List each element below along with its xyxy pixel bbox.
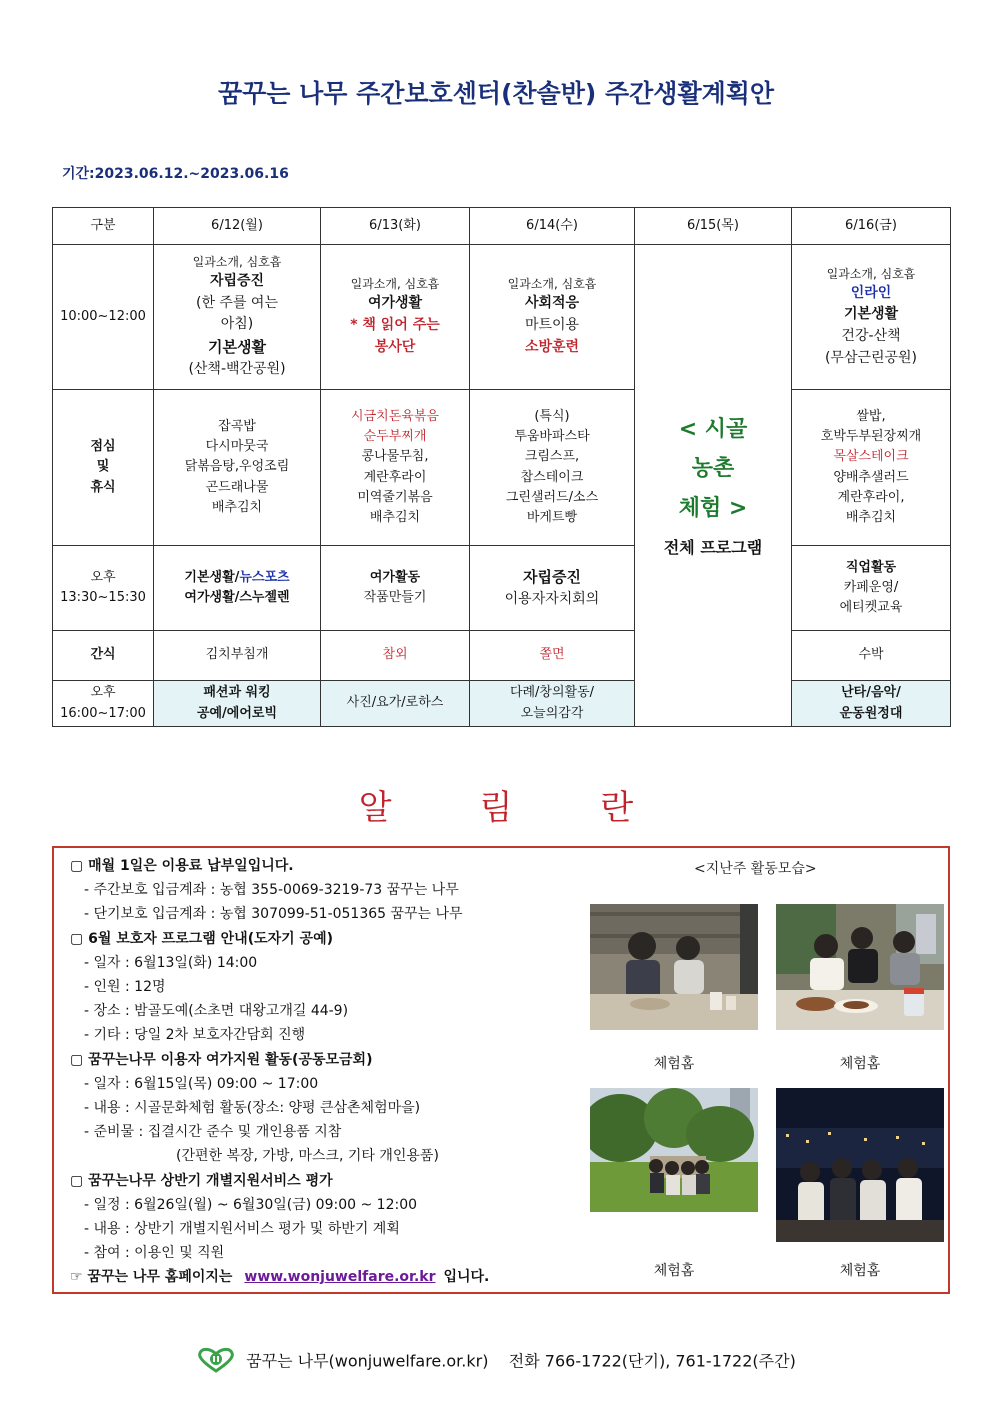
cell-tue-afternoon — [321, 546, 470, 631]
cell-line: 소방훈련 — [524, 338, 580, 355]
photo-caption: 체험홈 — [839, 1056, 881, 1072]
cell-line: 양배추샐러드 — [833, 469, 909, 485]
cell-tue-evening: 사진/요가/로하스 — [321, 681, 470, 727]
cell-wed-snack: 쫄면 — [470, 631, 635, 681]
weekly-schedule-table — [52, 207, 951, 727]
table-row-lunch — [53, 390, 951, 546]
page-title: 꿈꾸는 나무 주간보호센터(찬솔반) 주간생활계획안 — [217, 79, 775, 108]
notice-detail-item: - 주간보호 입금계좌 : 농협 355-0069-3219-73 꿈꾸는 나무 — [84, 882, 459, 899]
cell-line: 난타/음악/ — [841, 685, 901, 701]
cell-line: 일과소개, 심호흡 — [350, 277, 440, 292]
cell-line: 오후 — [90, 685, 116, 701]
cell-line: 이용자자치회의 — [504, 590, 600, 607]
activity-photo — [590, 1088, 758, 1212]
cell-tue-snack: 참외 — [321, 631, 470, 681]
photo-caption: 체험홈 — [653, 1056, 695, 1072]
cell-line: 일과소개, 심호흡 — [507, 277, 597, 292]
cell-mon-evening — [154, 681, 321, 727]
cell-line: 마트이용 — [524, 317, 580, 334]
cell-fri-lunch — [792, 390, 951, 546]
notice-detail-item: (간편한 복장, 가방, 마스크, 기타 개인용품) — [176, 1148, 439, 1165]
cell-line: 에티켓교육 — [839, 600, 903, 616]
cell-tue-morning — [321, 245, 470, 390]
cell-line: 바게트빵 — [526, 509, 578, 525]
header-cell: 6/15(목) — [635, 208, 792, 245]
homepage-suffix: 입니다. — [443, 1269, 490, 1286]
notice-heading-char: 알 — [358, 788, 392, 828]
header-cell: 6/14(수) — [470, 208, 635, 245]
homepage-link[interactable]: www.wonjuwelfare.or.kr — [244, 1269, 436, 1286]
cell-line: * 책 읽어 주는 — [350, 317, 440, 334]
notice-detail-item: - 일자 : 6월13일(화) 14:00 — [84, 954, 258, 971]
cell-text: 기본생활/ — [184, 569, 240, 585]
cell-line: 곤드래나물 — [205, 479, 269, 495]
footer-text: 꿈꾸는 나무(wonjuwelfare.or.kr) 전화 766-1722(단기), 761-1722(주간) — [246, 1351, 796, 1371]
row-label — [53, 681, 154, 727]
cell-line: 일과소개, 심호흡 — [826, 266, 916, 281]
cell-line: 호박두부된장찌개 — [820, 429, 922, 445]
heart-logo-icon — [196, 1347, 236, 1377]
cell-fri-snack: 수박 — [792, 631, 951, 681]
footer — [0, 1347, 992, 1377]
header-cell: 6/16(금) — [792, 208, 951, 245]
cell-wed-lunch — [470, 390, 635, 546]
header-cell: 6/13(화) — [321, 208, 470, 245]
cell-line: 쌀밥, — [856, 409, 886, 425]
cell-line: 미역줄기볶음 — [357, 489, 433, 505]
cell-line: 휴식 — [90, 479, 116, 495]
activity-photo — [776, 1088, 944, 1242]
header-cell: 6/12(월) — [154, 208, 321, 245]
cell-line: 자립증진 — [209, 273, 265, 289]
cell-line: 체험 > — [678, 495, 748, 521]
notice-heading-char: 림 — [479, 788, 513, 828]
homepage-line — [70, 1265, 590, 1289]
cell-line: 배추김치 — [211, 499, 263, 515]
cell-line: 그린샐러드/소스 — [505, 489, 599, 505]
notice-heading-item: ▢ 6월 보호자 프로그램 안내(도자기 공예) — [70, 930, 333, 947]
cell-line: 배추김치 — [845, 509, 897, 525]
park-photo-image — [590, 1088, 758, 1212]
photos-title: <지난주 활동모습> — [694, 861, 817, 877]
photo-caption: 체험홈 — [653, 1263, 695, 1279]
header-cell: 구분 — [53, 208, 154, 245]
cell-line — [157, 568, 317, 588]
cell-line: 순두부찌개 — [363, 429, 427, 445]
cell-line: 운동원정대 — [839, 705, 903, 721]
notice-box — [52, 846, 950, 1294]
cell-line: 아침) — [220, 316, 254, 333]
cell-line: 13:30~15:30 — [60, 590, 146, 605]
notice-detail-item: - 인원 : 12명 — [84, 979, 166, 996]
cell-line: 닭볶음탕,우엉조림 — [184, 459, 290, 475]
cell-mon-morning — [154, 245, 321, 390]
cell-line: 봉사단 — [374, 338, 416, 355]
cell-line: 패션과 워킹 — [203, 685, 271, 701]
cell-line: 다례/창의활동/ — [509, 685, 595, 701]
cell-fri-morning — [792, 245, 951, 390]
notice-detail-item: - 일정 : 6월26일(월) ~ 6월30일(금) 09:00 ~ 12:00 — [84, 1196, 418, 1213]
notice-detail-item: - 내용 : 상반기 개별지원서비스 평가 및 하반기 계획 — [84, 1221, 400, 1238]
row-label: 간식 — [53, 631, 154, 681]
cell-line: (특식) — [534, 409, 570, 425]
table-row-morning — [53, 245, 951, 390]
cell-mon-afternoon — [154, 546, 321, 631]
cell-line: 크림스프, — [524, 449, 580, 465]
pottery-photo-image — [590, 904, 758, 1030]
row-label: 10:00~12:00 — [53, 245, 154, 390]
notice-list — [70, 854, 590, 1290]
cell-tue-lunch — [321, 390, 470, 546]
notice-detail-item: - 참여 : 이용인 및 직원 — [84, 1245, 225, 1262]
cell-fri-evening — [792, 681, 951, 727]
cell-line: (산책-백간공원) — [188, 361, 286, 378]
cell-line: 목살스테이크 — [833, 449, 909, 465]
cooking-photo-image — [776, 904, 944, 1030]
period-label: 기간:2023.06.12.~2023.06.16 — [62, 166, 289, 182]
cell-line: 사회적응 — [524, 295, 580, 312]
notice-detail-item: - 장소 : 밤골도예(소초면 대왕고개길 44-9) — [84, 1003, 349, 1020]
cell-line: 인라인 — [850, 284, 892, 301]
homepage-prefix: ☞ 꿈꾸는 나무 홈페이지는 — [70, 1269, 233, 1286]
cell-line: 여가생활/스누젤렌 — [184, 590, 290, 605]
cell-text: 뉴스포츠 — [239, 569, 290, 585]
table-row-snack — [53, 631, 951, 681]
table-header-row — [53, 208, 951, 245]
cell-line: 오후 — [90, 569, 116, 585]
notice-heading-item: ▢ 꿈꾸는나무 이용자 여가지원 활동(공동모금회) — [70, 1051, 373, 1068]
cell-line: 잡곡밥 — [218, 419, 256, 435]
cell-line: 직업활동 — [845, 559, 897, 575]
cell-line: 점심 — [90, 439, 116, 455]
notice-heading-item: ▢ 꿈꾸는나무 상반기 개별지원서비스 평가 — [70, 1172, 333, 1189]
cell-mon-lunch — [154, 390, 321, 546]
cell-line: 콩나물무침, — [361, 449, 429, 465]
cell-line: < 시골 — [678, 416, 748, 442]
cell-mon-snack: 김치부침개 — [154, 631, 321, 681]
cell-line: 일과소개, 심호흡 — [192, 255, 282, 269]
cell-wed-evening — [470, 681, 635, 727]
cell-line: 카페운영/ — [843, 579, 899, 595]
cell-thu-all-day — [635, 245, 792, 727]
cell-line: 다시마뭇국 — [205, 439, 269, 455]
cell-line: 기본생활 — [208, 338, 266, 357]
table-row-evening — [53, 681, 951, 727]
cell-line: 공예/에어로빅 — [196, 705, 278, 721]
cell-line: 기본생활 — [843, 306, 899, 323]
notice-detail-item: - 준비물 : 집결시간 준수 및 개인용품 지참 — [84, 1124, 342, 1141]
cell-line: 전체 프로그램 — [663, 538, 763, 558]
activity-photo — [776, 904, 944, 1030]
cell-line: 16:00~17:00 — [60, 705, 146, 721]
cell-wed-morning — [470, 245, 635, 390]
cell-line: 작품만들기 — [363, 590, 427, 605]
notice-detail-item: - 일자 : 6월15일(목) 09:00 ~ 17:00 — [84, 1075, 319, 1092]
cell-line: 찹스테이크 — [520, 469, 584, 485]
cell-line: (무삼근린공원) — [824, 349, 918, 366]
cell-line: 여가활동 — [369, 569, 421, 585]
notice-detail-item: - 단기보호 입금계좌 : 농협 307099-51-051365 꿈꾸는 나무 — [84, 906, 463, 923]
table-row-afternoon — [53, 546, 951, 631]
row-label — [53, 546, 154, 631]
cell-line: 자립증진 — [523, 567, 581, 586]
notice-detail-item: - 내용 : 시골문화체험 활동(장소: 양평 큰삼촌체험마을) — [84, 1100, 421, 1117]
cell-line: 및 — [96, 459, 110, 475]
cell-line: 여가생활 — [367, 295, 423, 312]
cell-line: 오늘의감각 — [520, 705, 584, 721]
cell-line: 계란후라이, — [837, 489, 905, 505]
activity-photo — [590, 904, 758, 1030]
cell-fri-afternoon — [792, 546, 951, 631]
row-label — [53, 390, 154, 546]
cell-line: (한 주를 여는 — [196, 294, 278, 311]
cell-line: 시금치돈육볶음 — [351, 409, 439, 425]
notice-heading-char: 란 — [600, 788, 634, 828]
notice-detail-item: - 기타 : 당일 2차 보호자간담회 진행 — [84, 1027, 306, 1044]
night-photo-image — [776, 1088, 944, 1242]
cell-line: 배추김치 — [369, 509, 421, 525]
notice-heading — [0, 780, 992, 829]
cell-line: 계란후라이 — [363, 469, 427, 485]
cell-line: 농촌 — [691, 456, 735, 482]
cell-line: 건강-산책 — [841, 328, 901, 344]
photo-caption: 체험홈 — [839, 1263, 881, 1279]
cell-line: 투움바파스타 — [514, 429, 590, 445]
cell-wed-afternoon — [470, 546, 635, 631]
notice-heading-item: ▢ 매월 1일은 이용료 납부일입니다. — [70, 858, 294, 874]
